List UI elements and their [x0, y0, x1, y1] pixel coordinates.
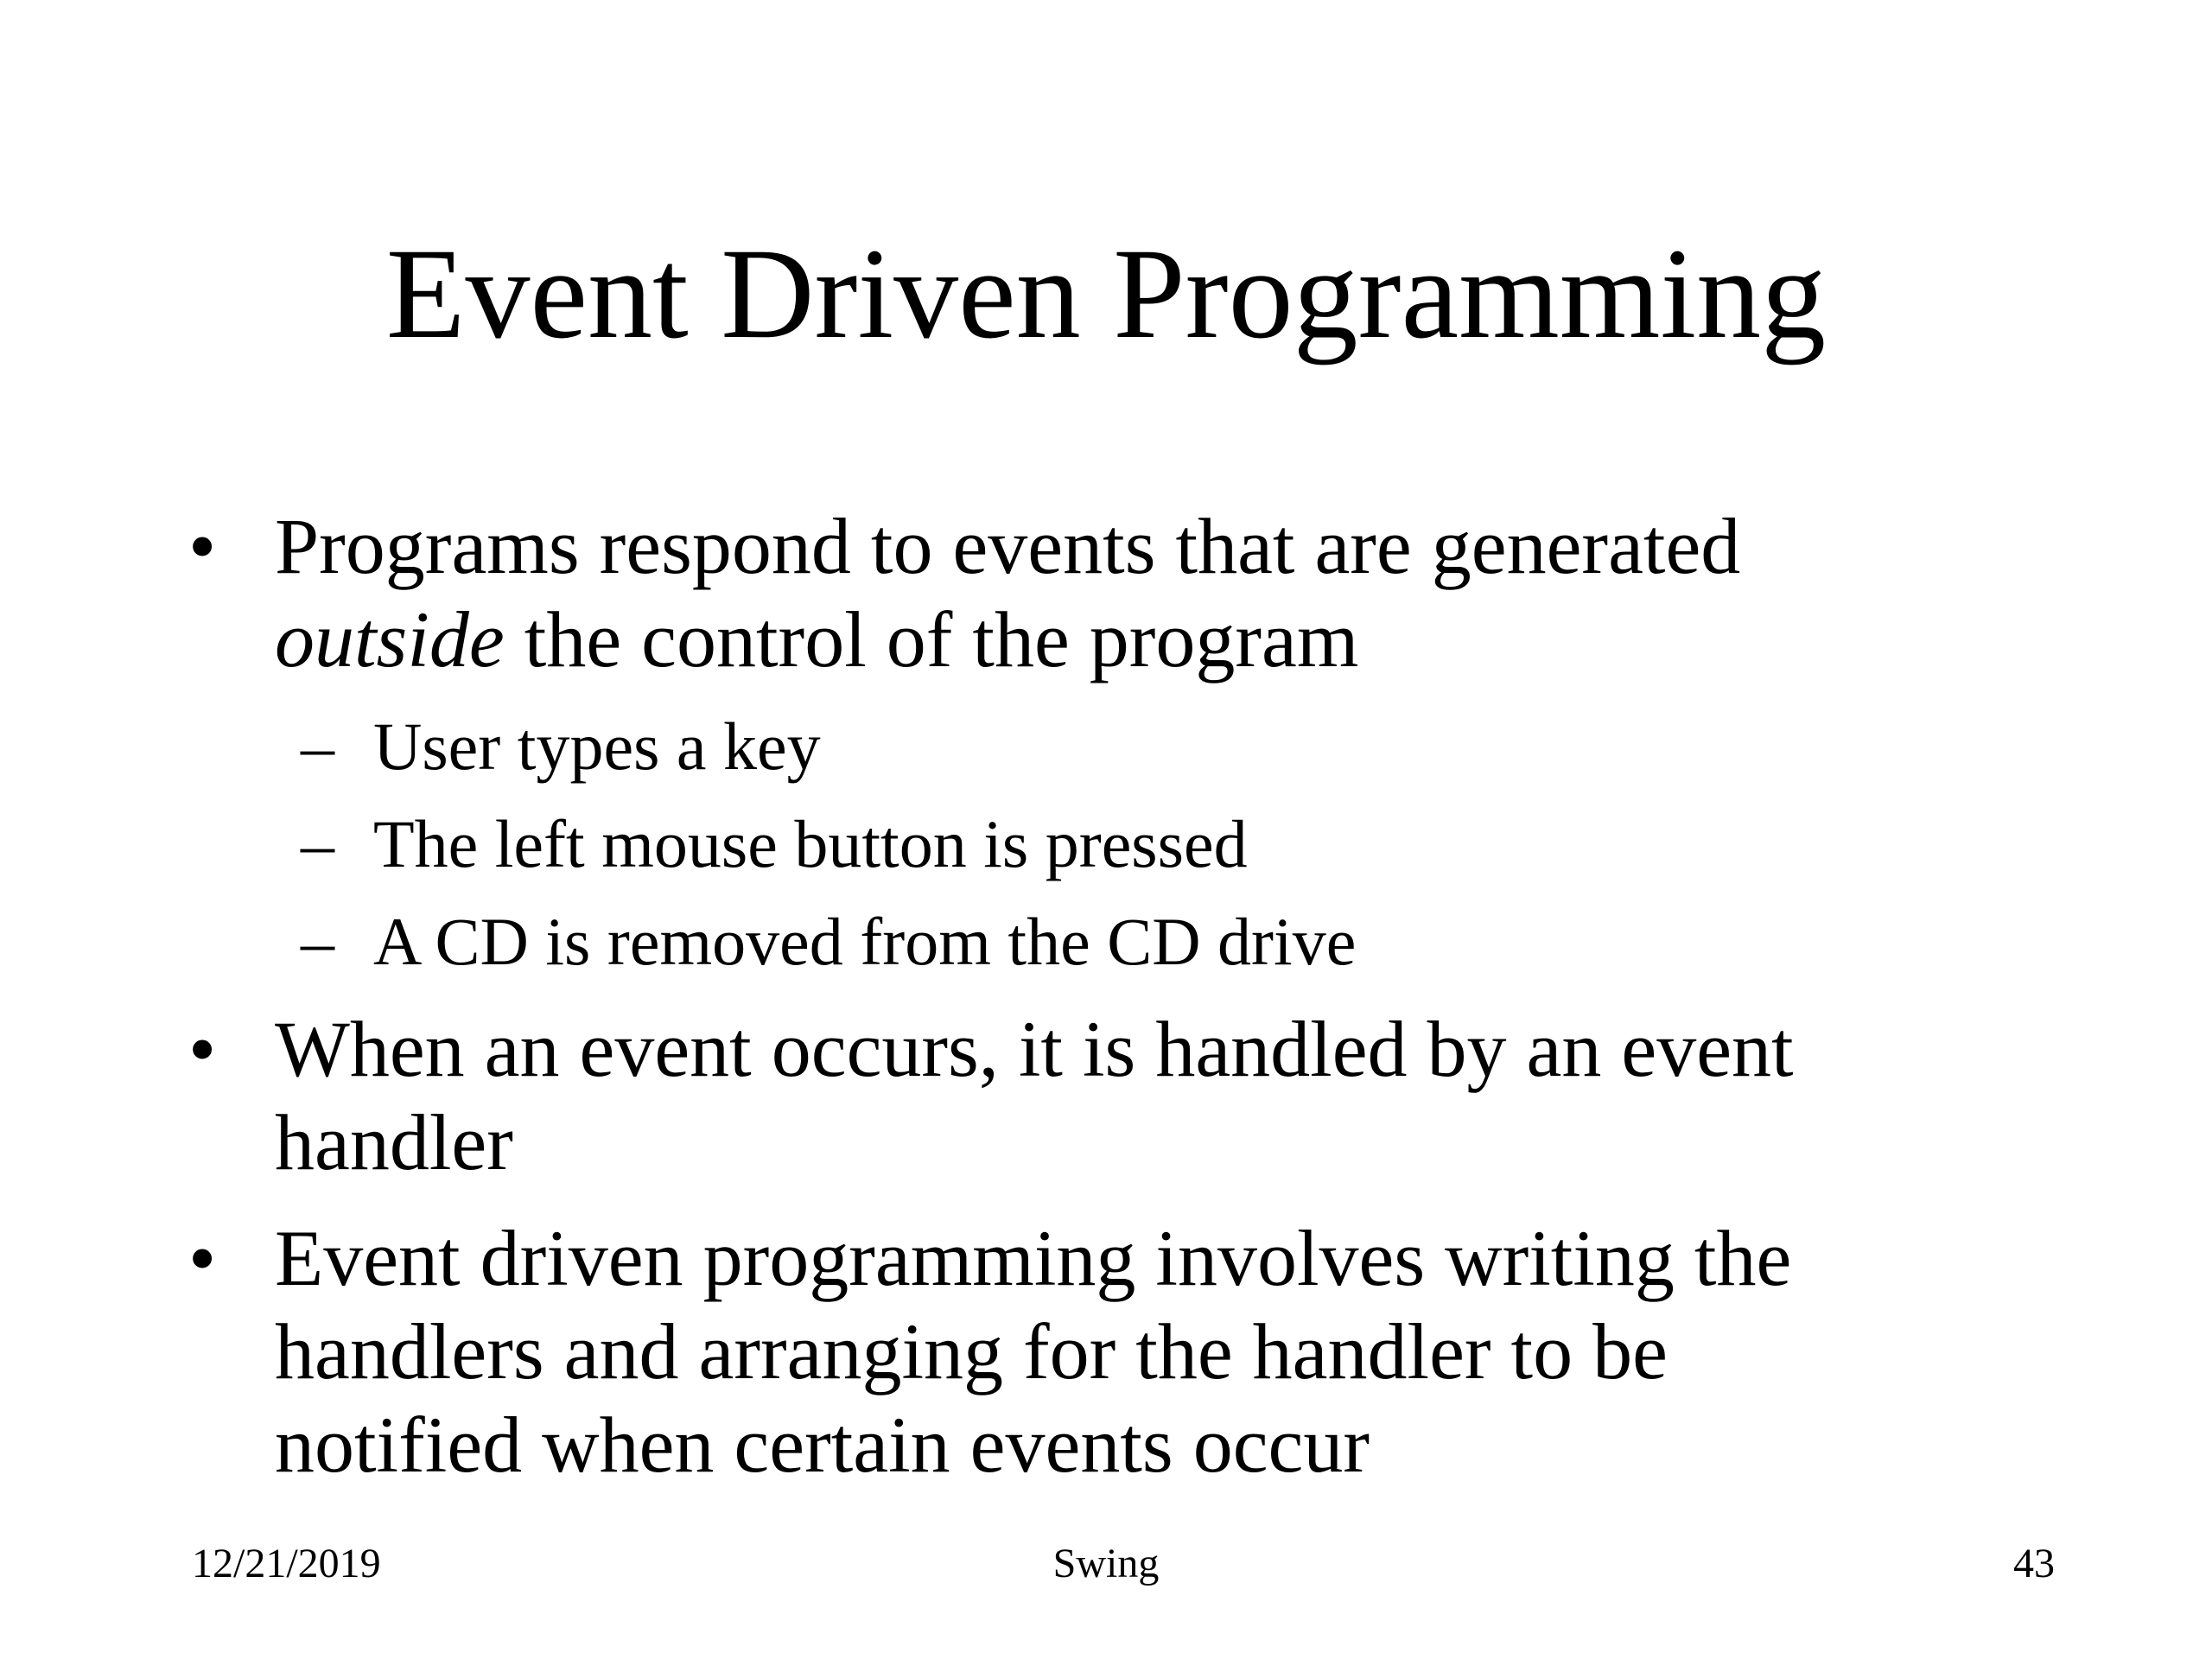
bullet-2-line-1: When an event occurs, it is handled by an event: [275, 1005, 1794, 1093]
bullet-3-line-3: notified when certain events occur: [275, 1401, 1370, 1489]
bullet-1-line-1: Programs respond to events that are generated: [275, 502, 1741, 590]
footer-date: 12/21/2019: [192, 1541, 381, 1586]
slide-title: Event Driven Programming: [385, 222, 1827, 365]
sub-item-marker: –: [301, 904, 334, 979]
sub-item-1-text: User types a key: [373, 709, 821, 784]
bullet-3-line-1: Event driven programming involves writing the: [275, 1214, 1792, 1302]
footer-title: Swing: [1052, 1541, 1160, 1586]
bullet-marker: •: [188, 1214, 217, 1302]
sub-item-3-text: A CD is removed from the CD drive: [373, 904, 1357, 979]
bullet-1-line-2-rest: the control of the program: [504, 595, 1359, 683]
bullet-marker: •: [188, 1005, 217, 1093]
sub-item-marker: –: [301, 806, 334, 881]
sub-item-marker: –: [301, 709, 334, 784]
bullet-2-line-2: handler: [275, 1098, 513, 1186]
page-number: 43: [2013, 1541, 2055, 1586]
bullet-3-line-2: handlers and arranging for the handler to be: [275, 1307, 1668, 1395]
bullet-1-line-2: [275, 593, 1358, 686]
bullet-1-italic-word: outside: [275, 595, 505, 683]
bullet-marker: •: [188, 502, 217, 590]
sub-item-2-text: The left mouse button is pressed: [373, 806, 1248, 881]
